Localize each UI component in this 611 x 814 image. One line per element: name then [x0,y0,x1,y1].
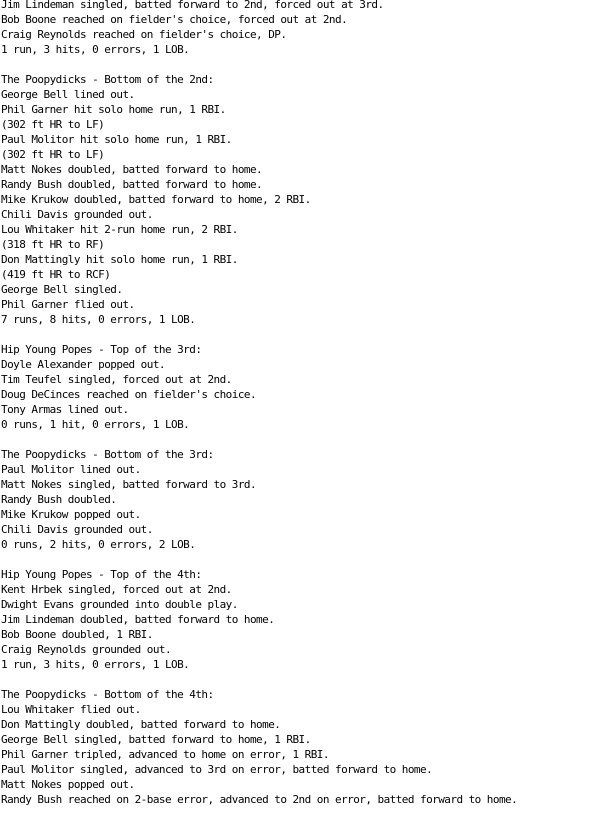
log-line: Mike Krukow doubled, batted forward to home, 2 RBI. [1,193,311,206]
log-line: (302 ft HR to LF) [1,118,105,131]
log-line: Matt Nokes doubled, batted forward to home. [1,163,263,176]
log-line: Randy Bush reached on 2-base error, advanced to 2nd on error, batted forward to home. [1,793,518,806]
log-line: Doug DeCinces reached on fielder's choice. [1,388,257,401]
blank-line [1,57,607,72]
log-line: Craig Reynolds reached on fielder's choice, DP. [1,28,287,41]
log-line: 0 runs, 2 hits, 0 errors, 2 LOB. [1,538,196,551]
blank-line [1,432,607,447]
blank-line [1,552,607,567]
log-line: Phil Garner flied out. [1,298,135,311]
log-line: 0 runs, 1 hit, 0 errors, 1 LOB. [1,418,190,431]
log-line: Jim Lindeman doubled, batted forward to home. [1,613,275,626]
log-line: Phil Garner hit solo home run, 1 RBI. [1,103,226,116]
log-line: The Poopydicks - Bottom of the 2nd: [1,73,214,86]
log-line: Bob Boone reached on fielder's choice, forced out at 2nd. [1,13,348,26]
log-line: Doyle Alexander popped out. [1,358,165,371]
log-line: (302 ft HR to LF) [1,148,105,161]
log-line: Hip Young Popes - Top of the 3rd: [1,343,202,356]
log-line: Lou Whitaker flied out. [1,703,141,716]
log-line: Paul Molitor lined out. [1,463,141,476]
play-by-play-log [1,0,607,807]
log-line: Hip Young Popes - Top of the 4th: [1,568,202,581]
log-line: Matt Nokes popped out. [1,778,135,791]
log-line: Randy Bush doubled. [1,493,117,506]
log-line: Chili Davis grounded out. [1,523,153,536]
log-line: Bob Boone doubled, 1 RBI. [1,628,153,641]
log-line: Don Mattingly hit solo home run, 1 RBI. [1,253,238,266]
log-line: Tim Teufel singled, forced out at 2nd. [1,373,232,386]
log-line: Phil Garner tripled, advanced to home on error, 1 RBI. [1,748,329,761]
log-line: The Poopydicks - Bottom of the 4th: [1,688,214,701]
log-line: Randy Bush doubled, batted forward to home. [1,178,263,191]
log-line: 7 runs, 8 hits, 0 errors, 1 LOB. [1,313,196,326]
log-line: Kent Hrbek singled, forced out at 2nd. [1,583,232,596]
log-line: Jim Lindeman singled, batted forward to 2nd, forced out at 3rd. [1,0,384,11]
blank-line [1,672,607,687]
log-line: Dwight Evans grounded into double play. [1,598,238,611]
log-line: Tony Armas lined out. [1,403,129,416]
log-line: Paul Molitor hit solo home run, 1 RBI. [1,133,232,146]
log-line: Craig Reynolds grounded out. [1,643,172,656]
log-line: George Bell singled, batted forward to home, 1 RBI. [1,733,311,746]
log-line: Paul Molitor singled, advanced to 3rd on error, batted forward to home. [1,763,433,776]
log-line: Chili Davis grounded out. [1,208,153,221]
log-line: 1 run, 3 hits, 0 errors, 1 LOB. [1,43,190,56]
log-line: (419 ft HR to RCF) [1,268,111,281]
log-line: (318 ft HR to RF) [1,238,105,251]
log-line: Mike Krukow popped out. [1,508,141,521]
log-line: Lou Whitaker hit 2-run home run, 2 RBI. [1,223,238,236]
blank-line [1,327,607,342]
log-line: George Bell singled. [1,283,123,296]
log-line: George Bell lined out. [1,88,135,101]
log-line: Don Mattingly doubled, batted forward to home. [1,718,281,731]
log-line: The Poopydicks - Bottom of the 3rd: [1,448,214,461]
log-line: Matt Nokes singled, batted forward to 3rd. [1,478,257,491]
log-line: 1 run, 3 hits, 0 errors, 1 LOB. [1,658,190,671]
